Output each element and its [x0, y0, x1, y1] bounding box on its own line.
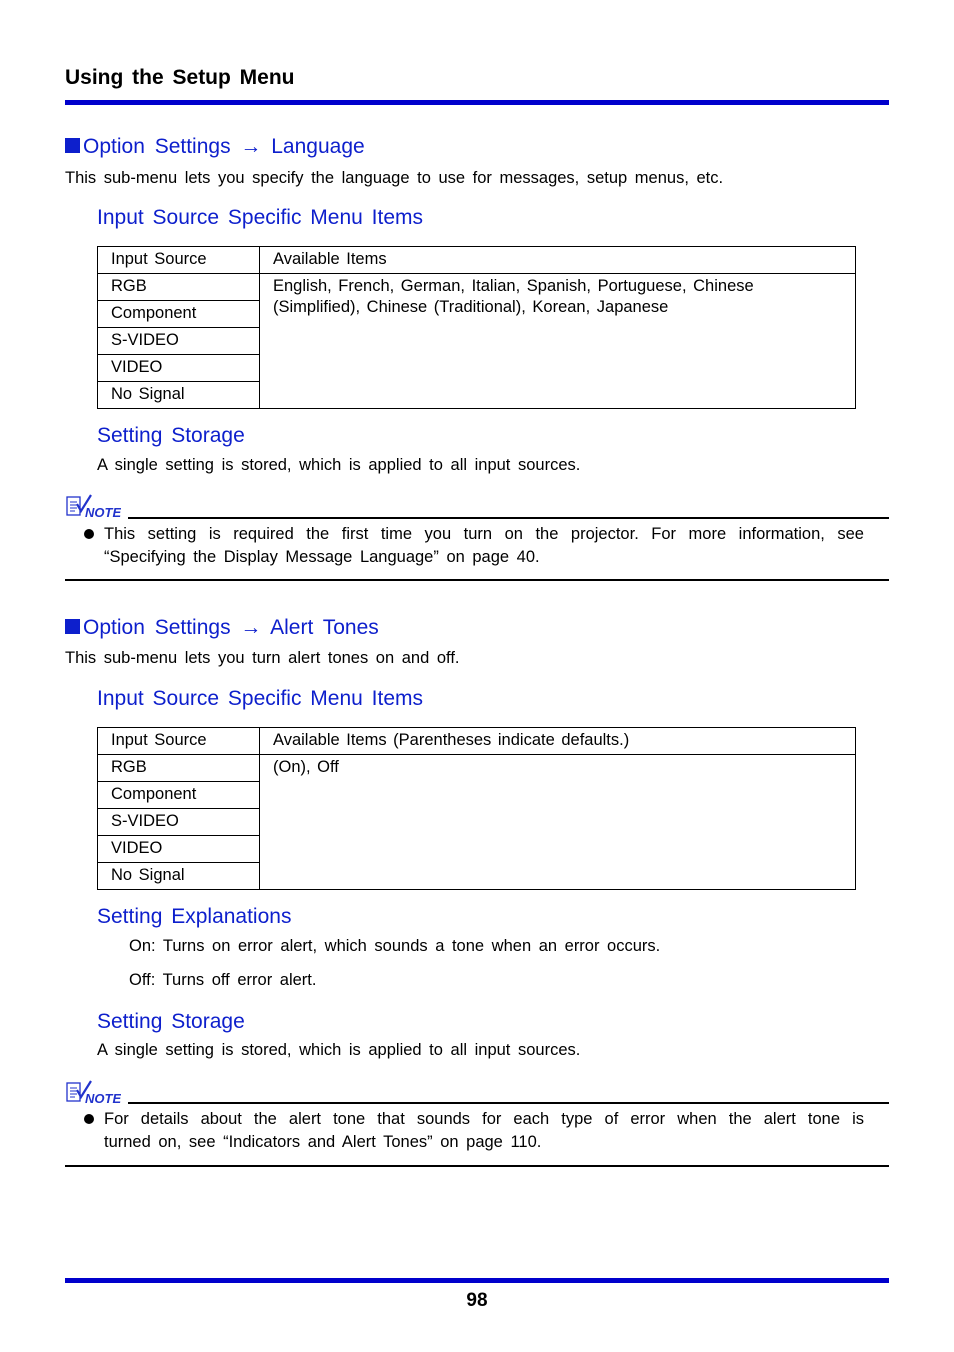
table-cell-source: RGB: [98, 274, 260, 301]
table-header-cell: Available Items (Parentheses indicate defaults.): [260, 728, 856, 755]
table-cell-source: No Signal: [98, 863, 260, 890]
table-cell-source: S-VIDEO: [98, 809, 260, 836]
explanation-off: Off: Turns off error alert.: [129, 971, 317, 989]
menu-items-heading: Input Source Specific Menu Items: [97, 687, 423, 710]
section-heading-language: [65, 135, 365, 159]
note-icon: [65, 1080, 121, 1106]
table-header-cell: Input Source: [98, 728, 260, 755]
note-line: turned on, see “Indicators and Alert Tones” on page 110.: [104, 1133, 542, 1151]
section-heading-text: Option Settings → Language: [83, 135, 365, 158]
table-cell-source: VIDEO: [98, 355, 260, 382]
note-bottom-rule: [65, 1165, 889, 1167]
setting-storage-text: A single setting is stored, which is applied to all input sources.: [97, 1041, 581, 1059]
table-cell-source: VIDEO: [98, 836, 260, 863]
table-header-row: [98, 247, 856, 274]
language-items-table: [97, 246, 856, 409]
footer-rule: [65, 1278, 889, 1283]
note-line: For details about the alert tone that sounds for each type of error when the alert tone is: [104, 1110, 864, 1128]
note-top-rule: [128, 517, 889, 519]
menu-items-heading: Input Source Specific Menu Items: [97, 206, 423, 229]
note-bottom-rule: [65, 579, 889, 581]
table-header-row: [98, 728, 856, 755]
section-heading-alert-tones: [65, 616, 379, 640]
table-cell-source: Component: [98, 301, 260, 328]
table-header-cell: Input Source: [98, 247, 260, 274]
square-bullet-icon: [65, 619, 80, 634]
table-cell-source: Component: [98, 782, 260, 809]
table-cell-items: (On), Off: [260, 755, 856, 890]
table-cell-items: [260, 274, 856, 409]
page-number: 98: [466, 1290, 488, 1311]
note-top-rule: [128, 1102, 889, 1104]
table-row: [98, 274, 856, 301]
items-line: English, French, German, Italian, Spanish, Portuguese, Chinese: [273, 277, 754, 295]
table-cell-source: RGB: [98, 755, 260, 782]
setting-storage-heading: Setting Storage: [97, 1010, 245, 1033]
note-text: [104, 523, 864, 569]
note-line: This setting is required the first time you turn on the projector. For more information, see: [104, 525, 864, 543]
note-text: [104, 1108, 864, 1154]
explanation-on: On: Turns on error alert, which sounds a tone when an error occurs.: [129, 937, 661, 955]
setting-storage-heading: Setting Storage: [97, 424, 245, 447]
section-description: This sub-menu lets you turn alert tones on and off.: [65, 649, 460, 667]
note-line: “Specifying the Display Message Language” on page 40.: [104, 548, 540, 566]
setting-explanations-heading: Setting Explanations: [97, 905, 292, 928]
note-label: NOTE: [85, 505, 121, 520]
square-bullet-icon: [65, 138, 80, 153]
section-heading-text: Option Settings → Alert Tones: [83, 616, 379, 639]
page-header-title: Using the Setup Menu: [65, 66, 295, 89]
bullet-icon: [84, 1114, 94, 1124]
table-row: [98, 755, 856, 782]
note-icon: [65, 494, 121, 520]
table-header-cell: Available Items: [260, 247, 856, 274]
items-line: (Simplified), Chinese (Traditional), Korean, Japanese: [273, 298, 669, 316]
alert-items-table: [97, 727, 856, 890]
header-rule: [65, 100, 889, 105]
table-cell-source: No Signal: [98, 382, 260, 409]
table-cell-source: S-VIDEO: [98, 328, 260, 355]
setting-storage-text: A single setting is stored, which is applied to all input sources.: [97, 456, 581, 474]
bullet-icon: [84, 529, 94, 539]
section-description: This sub-menu lets you specify the language to use for messages, setup menus, etc.: [65, 169, 724, 187]
note-label: NOTE: [85, 1091, 121, 1106]
